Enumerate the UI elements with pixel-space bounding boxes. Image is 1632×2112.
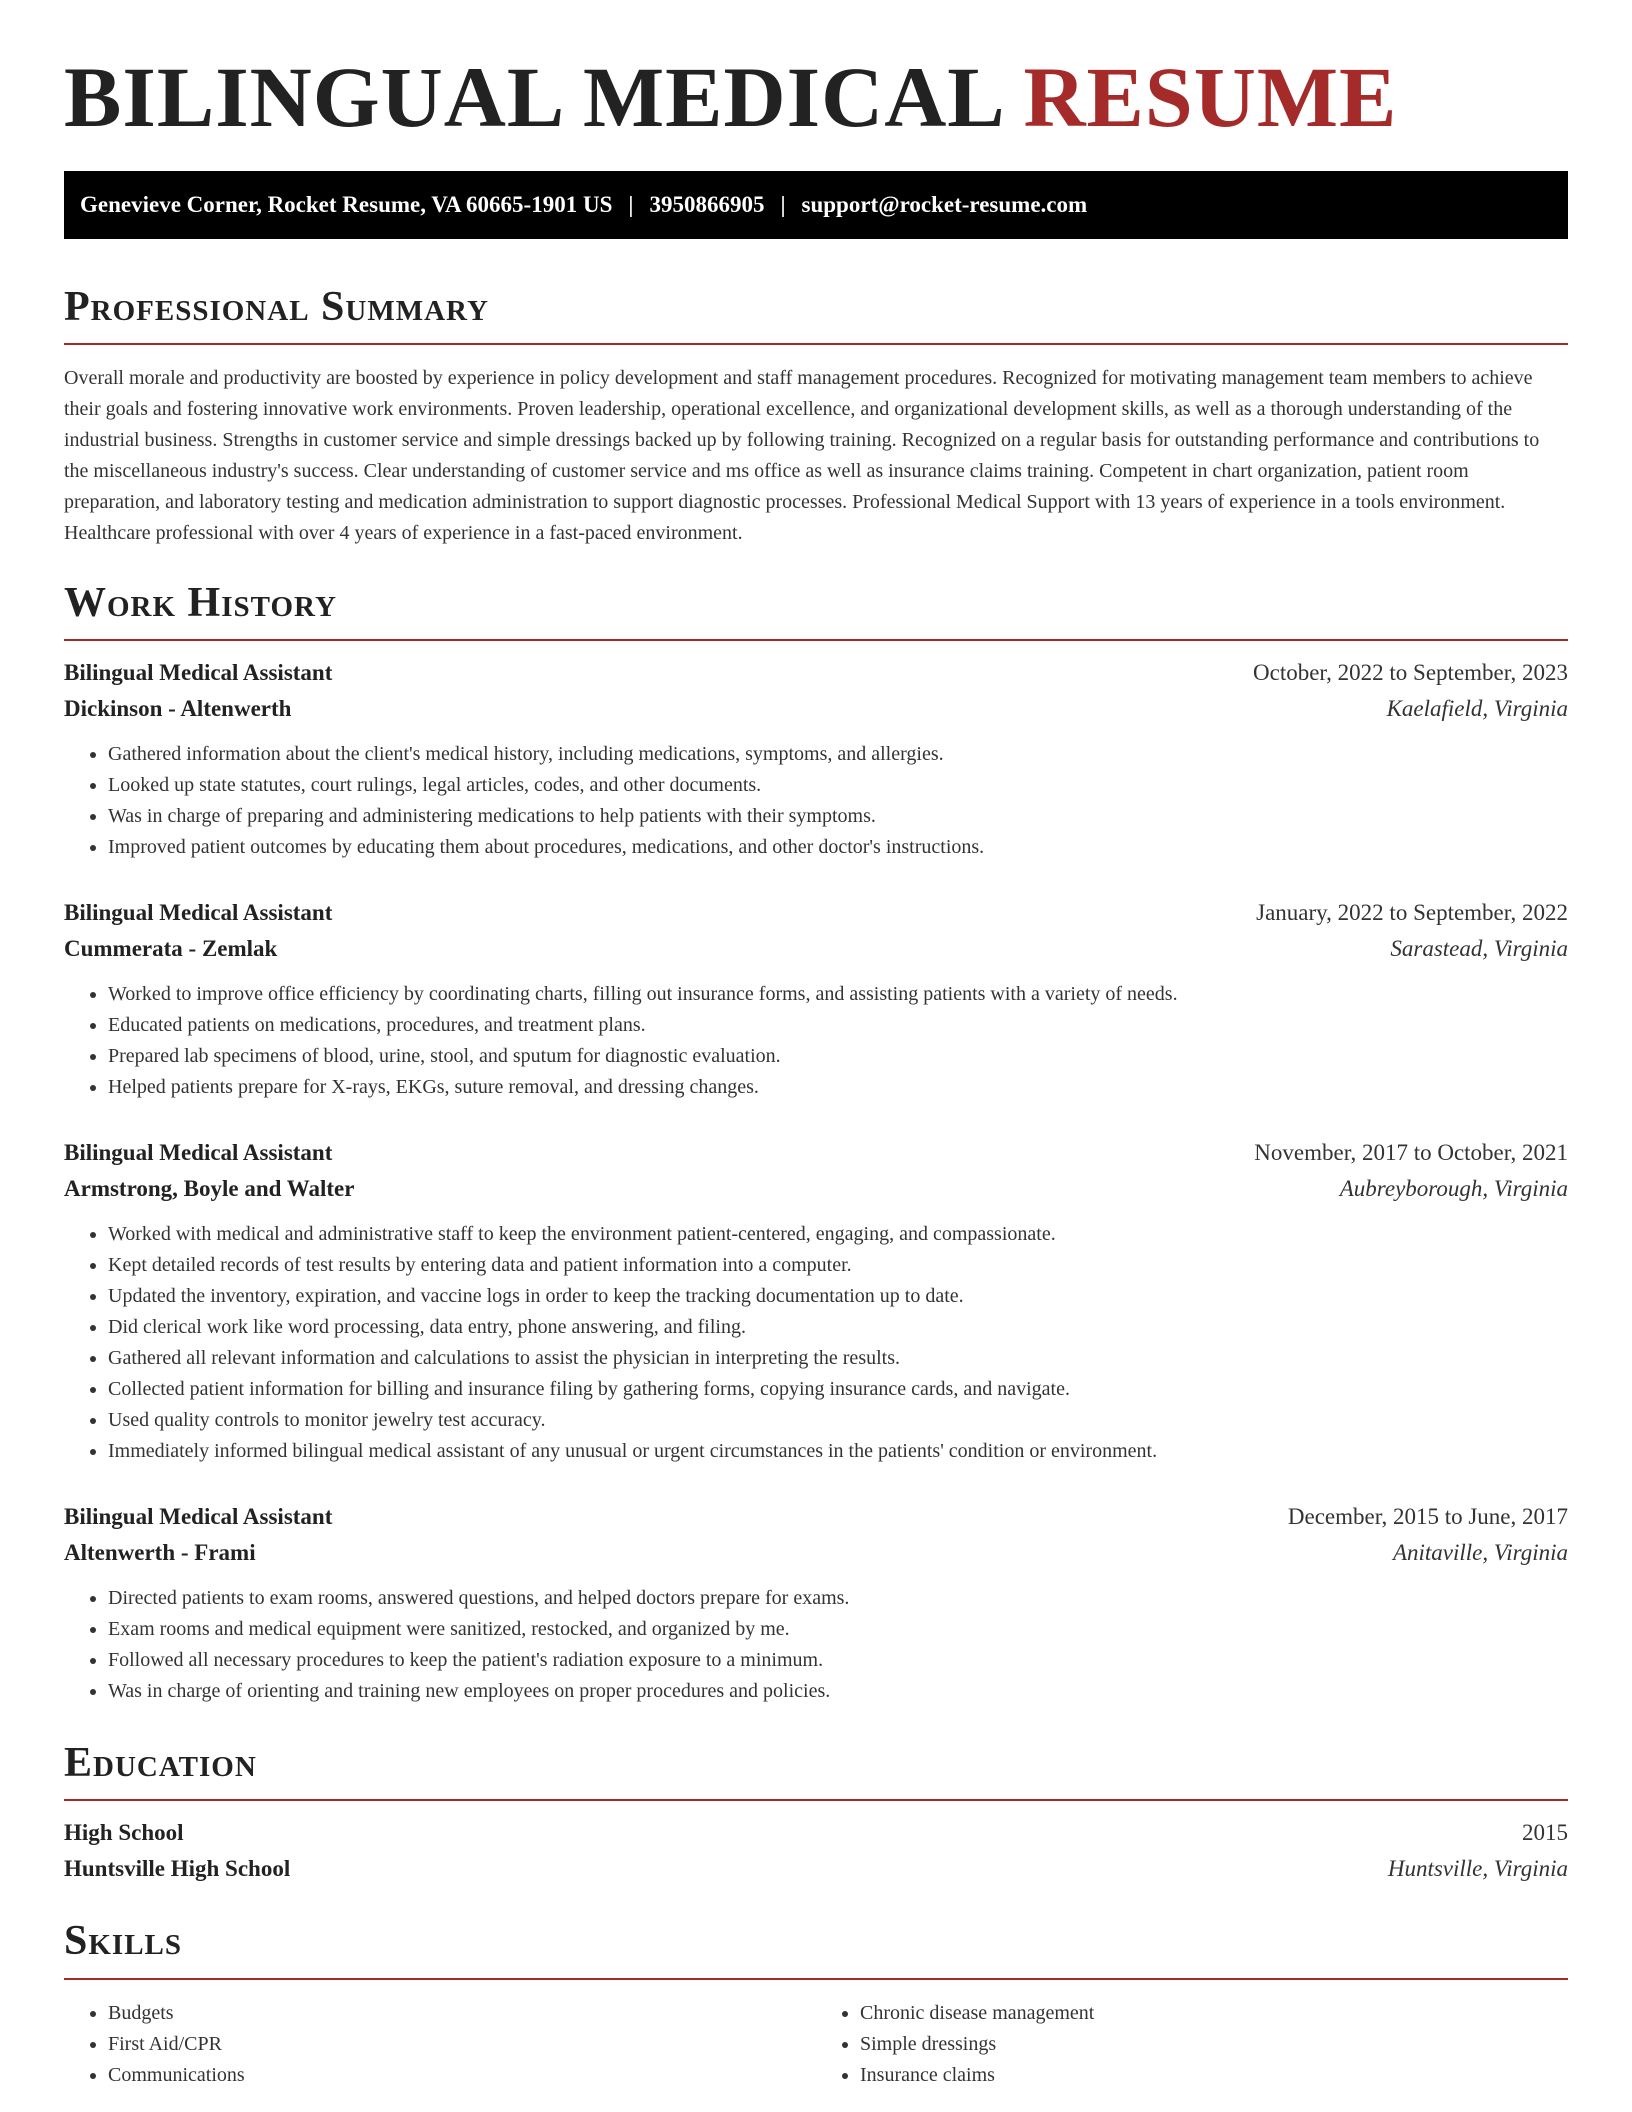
contact-separator: |	[780, 191, 786, 217]
contact-email: support@rocket-resume.com	[801, 191, 1088, 217]
section-divider	[64, 1799, 1568, 1801]
job-duty-item: • Immediately informed bilingual medical assistant of any unusual or urgent circumstances in the patients' condition or environment.	[108, 1436, 1568, 1467]
job-company: Armstrong, Boyle and Walter	[64, 1176, 355, 1202]
education-heading: Education	[64, 1740, 257, 1787]
work-history-heading: Work History	[64, 579, 337, 626]
skills-heading: Skills	[64, 1918, 183, 1965]
job-title: Bilingual Medical Assistant	[64, 660, 333, 686]
job-entry	[64, 655, 1568, 863]
title-accent: RESUME	[1023, 49, 1398, 145]
job-duty-item: • Directed patients to exam rooms, answered questions, and helped doctors prepare for exams.	[108, 1583, 1568, 1614]
contact-separator: |	[628, 191, 634, 217]
skill-item: • First Aid/CPR	[108, 2029, 816, 2060]
job-duties-list	[64, 739, 1568, 863]
job-title: Bilingual Medical Assistant	[64, 900, 333, 926]
education-section	[64, 1739, 1568, 1887]
skills-column-right	[816, 1998, 1568, 2091]
job-duty-item: • Improved patient outcomes by educating them about procedures, medications, and other doctor's instructions.	[108, 832, 1568, 863]
contact-phone: 3950866905	[649, 191, 765, 217]
job-duties-list	[64, 1583, 1568, 1707]
job-location: Aubreyborough, Virginia	[1339, 1176, 1568, 1202]
job-duty-item: • Worked to improve office efficiency by coordinating charts, filling out insurance forms, and assisting patients with a variety of needs.	[108, 979, 1568, 1010]
resume-title	[64, 50, 1568, 145]
job-duty-item: • Updated the inventory, expiration, and vaccine logs in order to keep the tracking documentation up to date.	[108, 1281, 1568, 1312]
section-divider	[64, 639, 1568, 641]
job-entry	[64, 895, 1568, 1103]
education-degree: High School	[64, 1820, 184, 1846]
work-history-section	[64, 579, 1568, 1707]
job-dates: January, 2022 to September, 2022	[1256, 900, 1568, 926]
job-dates: December, 2015 to June, 2017	[1287, 1504, 1568, 1530]
job-duty-item: • Gathered information about the client's medical history, including medications, symptoms, and allergies.	[108, 739, 1568, 770]
education-row-1	[64, 1815, 1568, 1851]
job-location: Anitaville, Virginia	[1392, 1540, 1568, 1566]
job-duty-item: • Was in charge of preparing and administering medications to help patients with their symptoms.	[108, 801, 1568, 832]
job-title: Bilingual Medical Assistant	[64, 1504, 333, 1530]
job-company-row	[64, 691, 1568, 727]
job-duty-item: • Did clerical work like word processing, data entry, phone answering, and filing.	[108, 1312, 1568, 1343]
job-header-row	[64, 655, 1568, 691]
job-company: Altenwerth - Frami	[64, 1540, 256, 1566]
job-duties-list	[64, 979, 1568, 1103]
job-company-row	[64, 1535, 1568, 1571]
education-row-2	[64, 1851, 1568, 1887]
summary-heading: Professional Summary	[64, 283, 489, 330]
job-dates: November, 2017 to October, 2021	[1254, 1140, 1568, 1166]
job-company-row	[64, 1171, 1568, 1207]
job-duty-item: • Prepared lab specimens of blood, urine, stool, and sputum for diagnostic evaluation.	[108, 1041, 1568, 1072]
summary-text: Overall morale and productivity are boosted by experience in policy development and staff management procedures. Recognized for motivating management team members to achieve their goals and fostering innovative work environments. Proven leadership, operational excellence, and organizational development skills, as well as a thorough understanding of the industrial business. Strengths in customer service and simple dressings backed up by following training. Recognized on a regular basis for outstanding performance and contributions to the miscellaneous industry's success. Clear understanding of customer service and ms office as well as insurance claims training. Competent in chart organization, patient room preparation, and laboratory testing and medication administration to support diagnostic processes. Professional Medical Support with 13 years of experience in a tools environment. Healthcare professional with over 4 years of experience in a fast-paced environment.	[64, 366, 1540, 544]
job-duty-item: • Exam rooms and medical equipment were sanitized, restocked, and organized by me.	[108, 1614, 1568, 1645]
section-divider	[64, 343, 1568, 345]
skill-item: • Simple dressings	[860, 2029, 1568, 2060]
job-dates: October, 2022 to September, 2023	[1253, 660, 1568, 686]
job-title: Bilingual Medical Assistant	[64, 1140, 333, 1166]
job-duty-item: • Educated patients on medications, procedures, and treatment plans.	[108, 1010, 1568, 1041]
job-entry	[64, 1135, 1568, 1467]
skill-item: • Chronic disease management	[860, 1998, 1568, 2029]
contact-bar	[64, 171, 1568, 239]
job-header-row	[64, 1135, 1568, 1171]
education-school: Huntsville High School	[64, 1856, 291, 1882]
skills-column-left	[64, 1998, 816, 2091]
job-header-row	[64, 895, 1568, 931]
job-entry	[64, 1499, 1568, 1707]
education-year: 2015	[1522, 1820, 1568, 1846]
jobs-list	[64, 655, 1568, 1707]
job-company-row	[64, 931, 1568, 967]
skills-section	[64, 1917, 1568, 2090]
job-location: Kaelafield, Virginia	[1386, 696, 1568, 722]
job-duty-item: • Gathered all relevant information and calculations to assist the physician in interpreting the results.	[108, 1343, 1568, 1374]
job-duty-item: • Helped patients prepare for X-rays, EKGs, suture removal, and dressing changes.	[108, 1072, 1568, 1103]
job-duties-list	[64, 1219, 1568, 1467]
job-location: Sarastead, Virginia	[1390, 936, 1568, 962]
job-duty-item: • Looked up state statutes, court rulings, legal articles, codes, and other documents.	[108, 770, 1568, 801]
summary-section	[64, 283, 1568, 549]
section-divider	[64, 1978, 1568, 1980]
contact-address: Genevieve Corner, Rocket Resume, VA 60665-1901 US	[80, 191, 613, 217]
job-header-row	[64, 1499, 1568, 1535]
job-duty-item: • Was in charge of orienting and training new employees on proper procedures and policies.	[108, 1676, 1568, 1707]
job-duty-item: • Kept detailed records of test results by entering data and patient information into a computer.	[108, 1250, 1568, 1281]
skill-item: • Budgets	[108, 1998, 816, 2029]
education-location: Huntsville, Virginia	[1387, 1856, 1568, 1882]
job-duty-item: • Worked with medical and administrative staff to keep the environment patient-centered, engaging, and compassionate.	[108, 1219, 1568, 1250]
skill-item: • Insurance claims	[860, 2060, 1568, 2091]
job-company: Cummerata - Zemlak	[64, 936, 278, 962]
job-company: Dickinson - Altenwerth	[64, 696, 292, 722]
skills-columns	[64, 1998, 1568, 2091]
job-duty-item: • Used quality controls to monitor jewelry test accuracy.	[108, 1405, 1568, 1436]
job-duty-item: • Followed all necessary procedures to keep the patient's radiation exposure to a minimum.	[108, 1645, 1568, 1676]
skill-item: • Communications	[108, 2060, 816, 2091]
title-main: BILINGUAL MEDICAL	[64, 49, 1001, 145]
job-duty-item: • Collected patient information for billing and insurance filing by gathering forms, copying insurance cards, and navigate.	[108, 1374, 1568, 1405]
